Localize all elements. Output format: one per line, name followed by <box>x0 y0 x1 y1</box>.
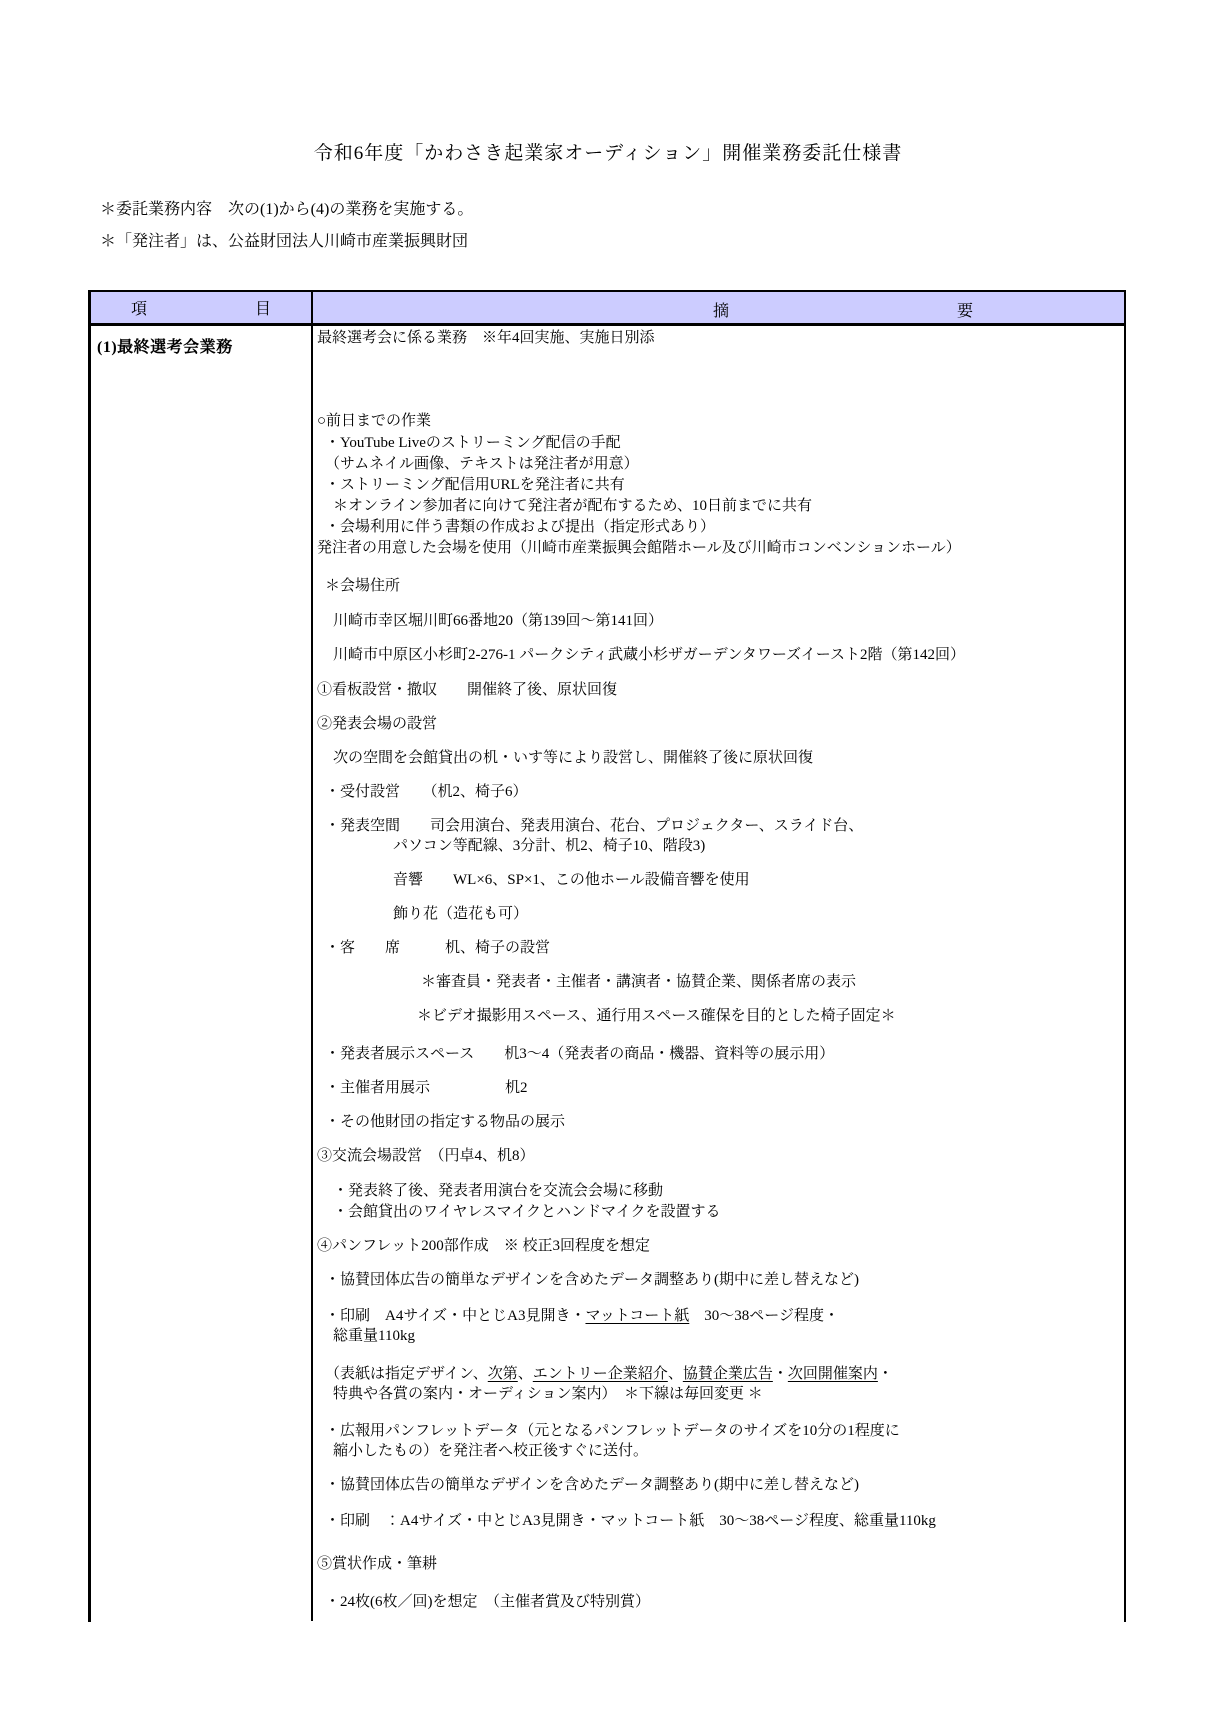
spec-line: ・24枚(6枚／回)を想定 （主催者賞及び特別賞） <box>325 1594 650 1610</box>
spec-line: 飾り花（造花も可） <box>393 906 529 922</box>
spec-line: （サムネイル画像、テキストは発注者が用意） <box>325 456 639 472</box>
spec-line: 音響 WL×6、SP×1、この他ホール設備音響を使用 <box>393 872 750 888</box>
header-item-char: 項 <box>131 301 148 318</box>
table-body-row <box>91 326 1124 1621</box>
spec-line: ・受付設営 （机2、椅子6） <box>325 784 528 800</box>
spec-line: ・会場利用に伴う書類の作成および提出（指定形式あり） <box>325 519 716 535</box>
spec-line: ・協賛団体広告の簡単なデザインを含めたデータ調整あり(期中に差し替えなど) <box>325 1477 859 1493</box>
spec-line: ③交流会場設営 （円卓4、机8） <box>317 1148 535 1164</box>
spec-line: ・発表空間 司会用演台、発表用演台、花台、プロジェクター、スライド台、 <box>325 818 864 834</box>
spec-line: ・ストリーミング配信用URLを発注者に共有 <box>325 477 625 493</box>
table-header-row <box>91 292 1124 326</box>
header-item-cell <box>91 292 311 323</box>
spec-line: 最終選考会に係る業務 ※年4回実施、実施日別添 <box>317 330 655 346</box>
item-cell: (1)最終選考会業務 <box>97 339 233 356</box>
spec-line: 川崎市幸区堀川町66番地20（第139回～第141回） <box>333 613 664 629</box>
spec-line: ・印刷 A4サイズ・中とじA3見開き・マットコート紙 30～38ページ程度・ <box>325 1308 839 1324</box>
spec-line: ＊審査員・発表者・主催者・講演者・協賛企業、関係者席の表示 <box>421 974 857 990</box>
spec-line: パソコン等配線、3分計、机2、椅子10、階段3) <box>393 838 706 854</box>
header-summary-char: 摘 <box>712 303 730 320</box>
spec-line: ④パンフレット200部作成 ※ 校正3回程度を想定 <box>317 1238 651 1254</box>
spec-line: ○前日までの作業 <box>317 413 432 429</box>
spec-line: ⑤賞状作成・筆耕 <box>317 1556 438 1572</box>
header-summary-cell <box>311 292 1124 323</box>
spec-table <box>88 290 1126 1622</box>
spec-line: ・発表終了後、発表者用演台を交流会会場に移動 <box>333 1183 664 1199</box>
spec-line: ・発表者展示スペース 机3～4（発表者の商品・機器、資料等の展示用） <box>325 1046 835 1062</box>
spec-line: 特典や各賞の案内・オーディション案内） ＊下線は毎回変更 ＊ <box>333 1386 763 1402</box>
spec-line: ・会館貸出のワイヤレスマイクとハンドマイクを設置する <box>333 1204 721 1220</box>
spec-line: ・広報用パンフレットデータ（元となるパンフレットデータのサイズを10分の1程度に <box>325 1423 900 1439</box>
spec-line: ・主催者用展示 机2 <box>325 1080 528 1096</box>
spec-line: ・協賛団体広告の簡単なデザインを含めたデータ調整あり(期中に差し替えなど) <box>325 1272 859 1288</box>
spec-line: ＊会場住所 <box>325 578 401 594</box>
preamble-note: ＊「発注者」は、公益財団法人川崎市産業振興財団 <box>100 233 469 250</box>
preamble-note: ＊委託業務内容 次の(1)から(4)の業務を実施する。 <box>100 201 474 218</box>
spec-line: ＊オンライン参加者に向けて発注者が配布するため、10日前までに共有 <box>333 498 812 514</box>
summary-cell <box>311 326 1124 1621</box>
spec-line: 縮小したもの）を発注者へ校正後すぐに送付。 <box>333 1443 649 1459</box>
spec-line: ②発表会場の設営 <box>317 716 438 732</box>
spec-line: 発注者の用意した会場を使用（川崎市産業振興会館階ホール及び川崎市コンベンションホール） <box>317 540 961 556</box>
spec-line: ・印刷 ：A4サイズ・中とじA3見開き・マットコート紙 30～38ページ程度、総重量110kg <box>325 1513 936 1529</box>
spec-line: ＊ビデオ撮影用スペース、通行用スペース確保を目的とした椅子固定＊ <box>417 1008 896 1024</box>
spec-line: （表紙は指定デザイン、次第、エントリー企業紹介、協賛企業広告・次回開催案内・ <box>325 1366 893 1382</box>
page-title: 令和6年度「かわさき起業家オーディション」開催業務委託仕様書 <box>313 143 903 164</box>
spec-line: 川崎市中原区小杉町2-276-1 パークシティ武蔵小杉ザガーデンタワーズイースト2階（第142回） <box>333 647 966 663</box>
header-summary-char: 要 <box>956 303 974 320</box>
spec-line: ・その他財団の指定する物品の展示 <box>325 1114 566 1130</box>
spec-line: ・YouTube Liveのストリーミング配信の手配 <box>325 435 621 451</box>
spec-line: ・客 席 机、椅子の設営 <box>325 940 551 956</box>
spec-line: 総重量110kg <box>333 1328 415 1344</box>
header-item-char: 目 <box>254 301 271 318</box>
spec-line: ①看板設営・撤収 開催終了後、原状回復 <box>317 682 618 698</box>
spec-line: 次の空間を会館貸出の机・いす等により設営し、開催終了後に原状回復 <box>333 750 814 766</box>
